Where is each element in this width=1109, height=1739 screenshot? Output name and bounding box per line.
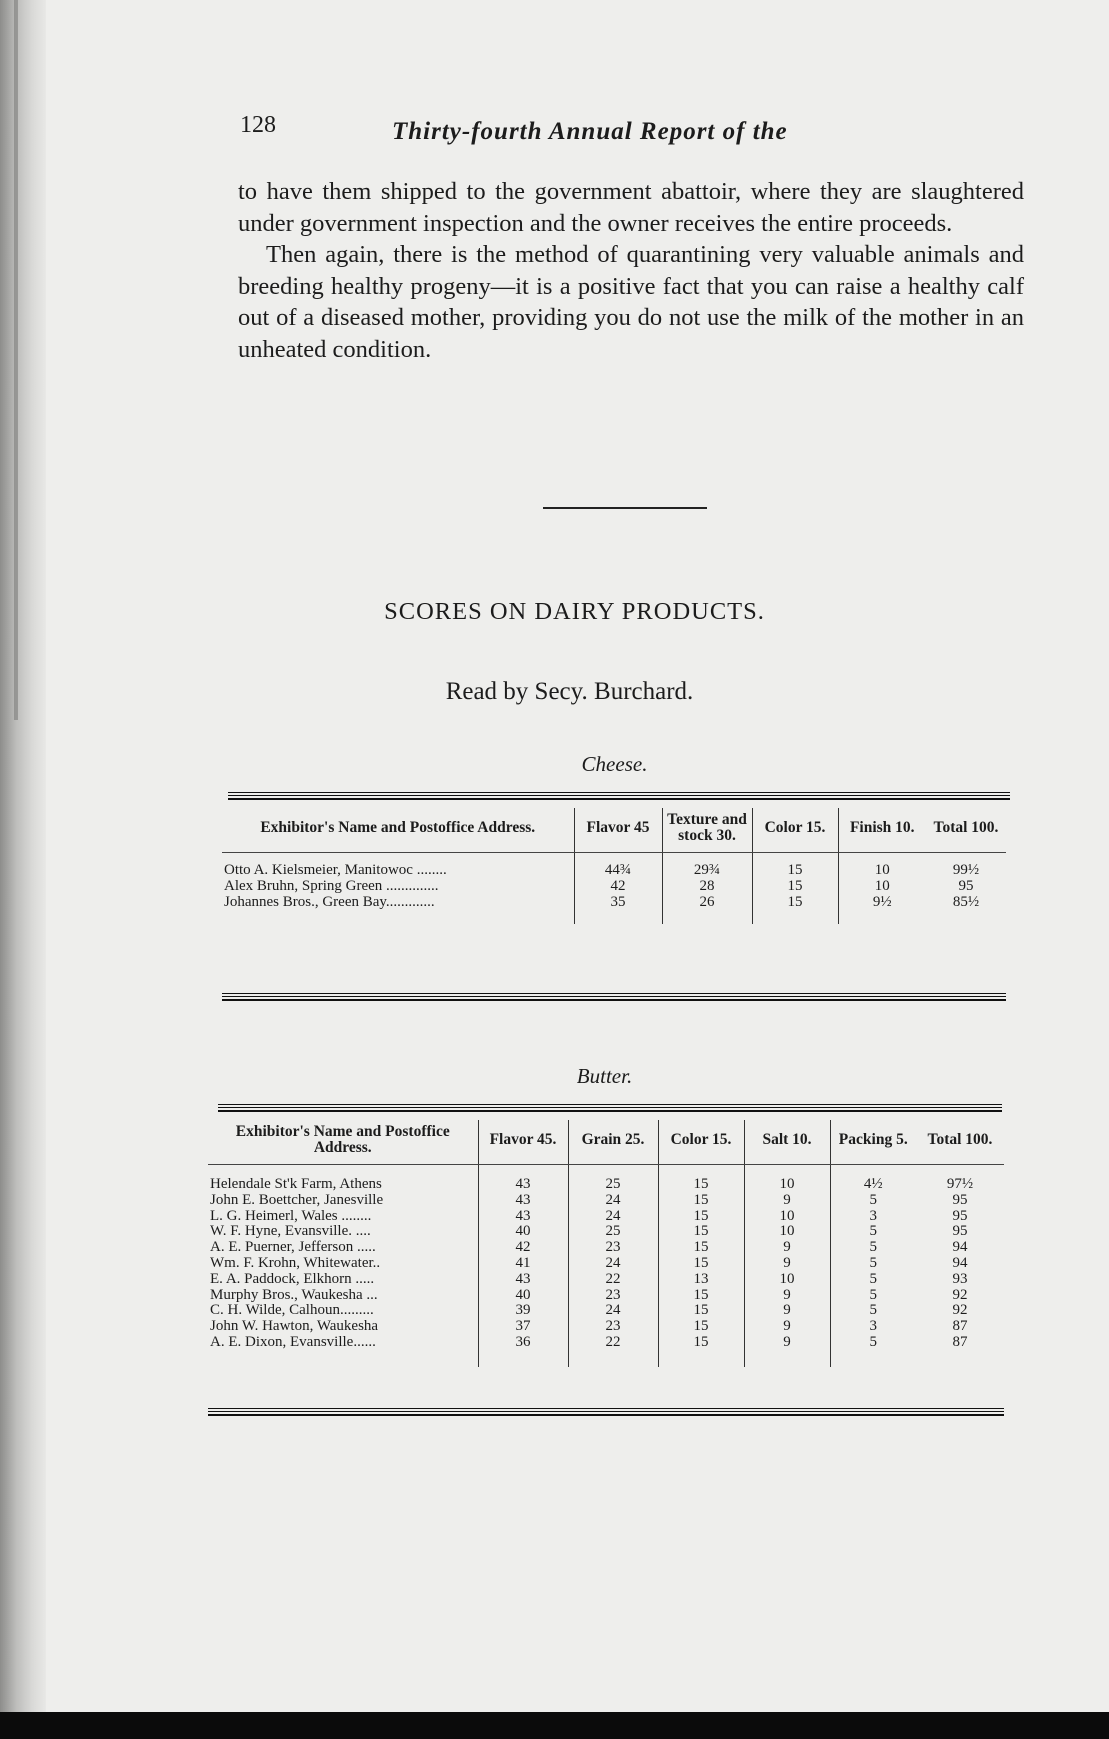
butter-caption: Butter. xyxy=(576,1064,633,1088)
butter-flavor: 41 xyxy=(478,1256,568,1272)
butter-grain: 22 xyxy=(568,1335,658,1351)
butter-color: 15 xyxy=(658,1177,744,1193)
butter-exhibitor: A. E. Dixon, Evansville...... xyxy=(210,1333,376,1350)
butter-total: 95 xyxy=(952,1191,968,1208)
butter-packing: 4½ xyxy=(830,1177,916,1193)
cheese-exhibitor: Johannes Bros., Green Bay............. xyxy=(224,893,435,910)
butter-packing: 5 xyxy=(830,1303,916,1319)
butter-salt: 9 xyxy=(744,1193,830,1209)
butter-flavor: 37 xyxy=(478,1319,568,1335)
cheese-color: 15 xyxy=(752,879,838,895)
cheese-total: 95 xyxy=(958,877,974,894)
butter-flavor: 40 xyxy=(478,1288,568,1304)
butter-grain: 24 xyxy=(568,1209,658,1225)
butter-flavor: 36 xyxy=(478,1335,568,1351)
cheese-flavor: 44¾ xyxy=(574,863,662,879)
butter-salt: 10 xyxy=(744,1224,830,1240)
section-divider xyxy=(543,507,707,509)
cheese-finish: 9½ xyxy=(838,895,926,911)
butter-header-row xyxy=(208,1120,1004,1165)
butter-flavor: 43 xyxy=(478,1209,568,1225)
butter-total: 87 xyxy=(952,1318,968,1335)
butter-exhibitor: Murphy Bros., Waukesha ... xyxy=(210,1286,378,1303)
butter-total: 95 xyxy=(952,1207,968,1224)
butter-header-packing: Packing 5. xyxy=(830,1120,916,1165)
butter-color: 15 xyxy=(658,1224,744,1240)
cheese-color: 15 xyxy=(752,895,838,911)
body-text xyxy=(238,176,1024,365)
butter-color: 15 xyxy=(658,1209,744,1225)
table-row xyxy=(208,1209,1004,1225)
cheese-finish: 10 xyxy=(838,879,926,895)
cheese-texture: 26 xyxy=(662,895,752,911)
butter-total: 92 xyxy=(952,1302,968,1319)
butter-bottom-rule xyxy=(208,1408,1004,1416)
paragraph-2: Then again, there is the method of quarantining very valuable animals and breeding healthy progeny—it is a positive fact that you can raise a healthy calf out of a diseased mother, providing you do not use the milk of the mother in an unheated condition. xyxy=(238,241,1024,363)
butter-color: 15 xyxy=(658,1319,744,1335)
butter-grain: 25 xyxy=(568,1224,658,1240)
cheese-texture: 29¾ xyxy=(662,863,752,879)
butter-color: 15 xyxy=(658,1288,744,1304)
table-row xyxy=(208,1256,1004,1272)
butter-packing: 5 xyxy=(830,1288,916,1304)
butter-flavor: 43 xyxy=(478,1272,568,1288)
butter-salt: 9 xyxy=(744,1288,830,1304)
butter-grain: 24 xyxy=(568,1193,658,1209)
cheese-bottom-rule xyxy=(222,993,1006,1001)
table-row xyxy=(208,1303,1004,1319)
cheese-header-row xyxy=(222,808,1006,853)
table-row xyxy=(222,895,1006,911)
butter-total: 97½ xyxy=(946,1176,974,1192)
cheese-exhibitor: Alex Bruhn, Spring Green .............. xyxy=(224,877,439,894)
butter-total: 93 xyxy=(952,1270,968,1287)
cheese-header-texture: Texture and stock 30. xyxy=(662,808,752,853)
butter-flavor: 40 xyxy=(478,1224,568,1240)
butter-packing: 5 xyxy=(830,1256,916,1272)
table-row xyxy=(208,1288,1004,1304)
cheese-flavor: 35 xyxy=(574,895,662,911)
butter-exhibitor: Helendale St'k Farm, Athens xyxy=(210,1176,382,1192)
butter-scores-table xyxy=(208,1120,1004,1367)
butter-grain: 25 xyxy=(568,1177,658,1193)
butter-color: 15 xyxy=(658,1303,744,1319)
butter-header-salt: Salt 10. xyxy=(744,1120,830,1165)
butter-packing: 3 xyxy=(830,1319,916,1335)
cheese-texture: 28 xyxy=(662,879,752,895)
butter-exhibitor: C. H. Wilde, Calhoun......... xyxy=(210,1302,374,1319)
cheese-header-flavor: Flavor 45 xyxy=(574,808,662,853)
butter-color: 15 xyxy=(658,1256,744,1272)
section-subtitle: Read by Secy. Burchard. xyxy=(445,678,694,705)
butter-color: 15 xyxy=(658,1335,744,1351)
table-row xyxy=(208,1240,1004,1256)
cheese-exhibitor: Otto A. Kielsmeier, Manitowoc ........ xyxy=(224,862,447,878)
cheese-header-finish: Finish 10. xyxy=(838,808,926,853)
butter-header-grain: Grain 25. xyxy=(568,1120,658,1165)
butter-total: 92 xyxy=(952,1286,968,1303)
butter-salt: 10 xyxy=(744,1177,830,1193)
butter-bottom-spacer xyxy=(208,1351,1004,1367)
butter-grain: 23 xyxy=(568,1319,658,1335)
cheese-top-rule xyxy=(228,792,1010,800)
page-header xyxy=(240,110,880,150)
paragraph-1: to have them shipped to the government abattoir, where they are slaughtered under government inspection and the owner receives the entire proceeds. xyxy=(238,178,1024,237)
butter-color: 13 xyxy=(658,1272,744,1288)
butter-packing: 5 xyxy=(830,1193,916,1209)
butter-salt: 9 xyxy=(744,1335,830,1351)
butter-header-name: Exhibitor's Name and Postoffice Address. xyxy=(208,1120,478,1165)
butter-header-total: Total 100. xyxy=(916,1120,1004,1165)
butter-grain: 23 xyxy=(568,1288,658,1304)
butter-flavor: 43 xyxy=(478,1177,568,1193)
table-row xyxy=(208,1272,1004,1288)
butter-packing: 5 xyxy=(830,1240,916,1256)
butter-exhibitor: W. F. Hyne, Evansville. .... xyxy=(210,1223,371,1240)
butter-flavor: 39 xyxy=(478,1303,568,1319)
cheese-caption: Cheese. xyxy=(581,752,648,776)
table-row xyxy=(222,863,1006,879)
butter-rows xyxy=(208,1177,1004,1351)
butter-flavor: 43 xyxy=(478,1193,568,1209)
cheese-color: 15 xyxy=(752,863,838,879)
butter-salt: 9 xyxy=(744,1303,830,1319)
butter-exhibitor: John E. Boettcher, Janesville xyxy=(210,1191,384,1208)
cheese-header-name: Exhibitor's Name and Postoffice Address. xyxy=(222,808,574,853)
butter-grain: 22 xyxy=(568,1272,658,1288)
butter-color: 15 xyxy=(658,1240,744,1256)
butter-exhibitor: A. E. Puerner, Jefferson ..... xyxy=(210,1239,376,1256)
butter-total: 94 xyxy=(952,1239,968,1256)
butter-exhibitor: John W. Hawton, Waukesha xyxy=(210,1318,379,1335)
cheese-total: 99½ xyxy=(952,862,980,878)
butter-salt: 9 xyxy=(744,1256,830,1272)
butter-exhibitor: L. G. Heimerl, Wales ........ xyxy=(210,1207,372,1224)
butter-packing: 5 xyxy=(830,1272,916,1288)
table-row xyxy=(208,1335,1004,1351)
butter-packing: 5 xyxy=(830,1335,916,1351)
cheese-flavor: 42 xyxy=(574,879,662,895)
butter-exhibitor: E. A. Paddock, Elkhorn ..... xyxy=(210,1270,375,1287)
cheese-bottom-spacer xyxy=(222,910,1006,924)
table-row xyxy=(208,1319,1004,1335)
butter-salt: 10 xyxy=(744,1209,830,1225)
butter-salt: 10 xyxy=(744,1272,830,1288)
butter-total: 87 xyxy=(952,1333,968,1350)
scan-bottom-edge xyxy=(0,1712,1109,1739)
cheese-finish: 10 xyxy=(838,863,926,879)
butter-header-color: Color 15. xyxy=(658,1120,744,1165)
butter-grain: 24 xyxy=(568,1303,658,1319)
page-number: 128 xyxy=(240,112,276,138)
butter-packing: 3 xyxy=(830,1209,916,1225)
cheese-total: 85½ xyxy=(952,893,980,910)
butter-grain: 24 xyxy=(568,1256,658,1272)
section-title: SCORES ON DAIRY PRODUCTS. xyxy=(384,598,765,625)
book-binding-edge xyxy=(0,0,46,1739)
butter-header-flavor: Flavor 45. xyxy=(478,1120,568,1165)
table-row xyxy=(208,1224,1004,1240)
table-row xyxy=(208,1177,1004,1193)
table-row xyxy=(222,879,1006,895)
butter-flavor: 42 xyxy=(478,1240,568,1256)
running-title: Thirty-fourth Annual Report of the xyxy=(392,118,788,145)
cheese-header-total: Total 100. xyxy=(926,808,1006,853)
butter-total: 94 xyxy=(952,1254,968,1271)
butter-salt: 9 xyxy=(744,1319,830,1335)
cheese-scores-table xyxy=(222,808,1006,924)
table-row xyxy=(208,1193,1004,1209)
butter-salt: 9 xyxy=(744,1240,830,1256)
butter-top-rule xyxy=(218,1104,1002,1112)
butter-packing: 5 xyxy=(830,1224,916,1240)
butter-total: 95 xyxy=(952,1223,968,1240)
butter-grain: 23 xyxy=(568,1240,658,1256)
butter-color: 15 xyxy=(658,1193,744,1209)
butter-exhibitor: Wm. F. Krohn, Whitewater.. xyxy=(210,1254,381,1271)
cheese-header-color: Color 15. xyxy=(752,808,838,853)
